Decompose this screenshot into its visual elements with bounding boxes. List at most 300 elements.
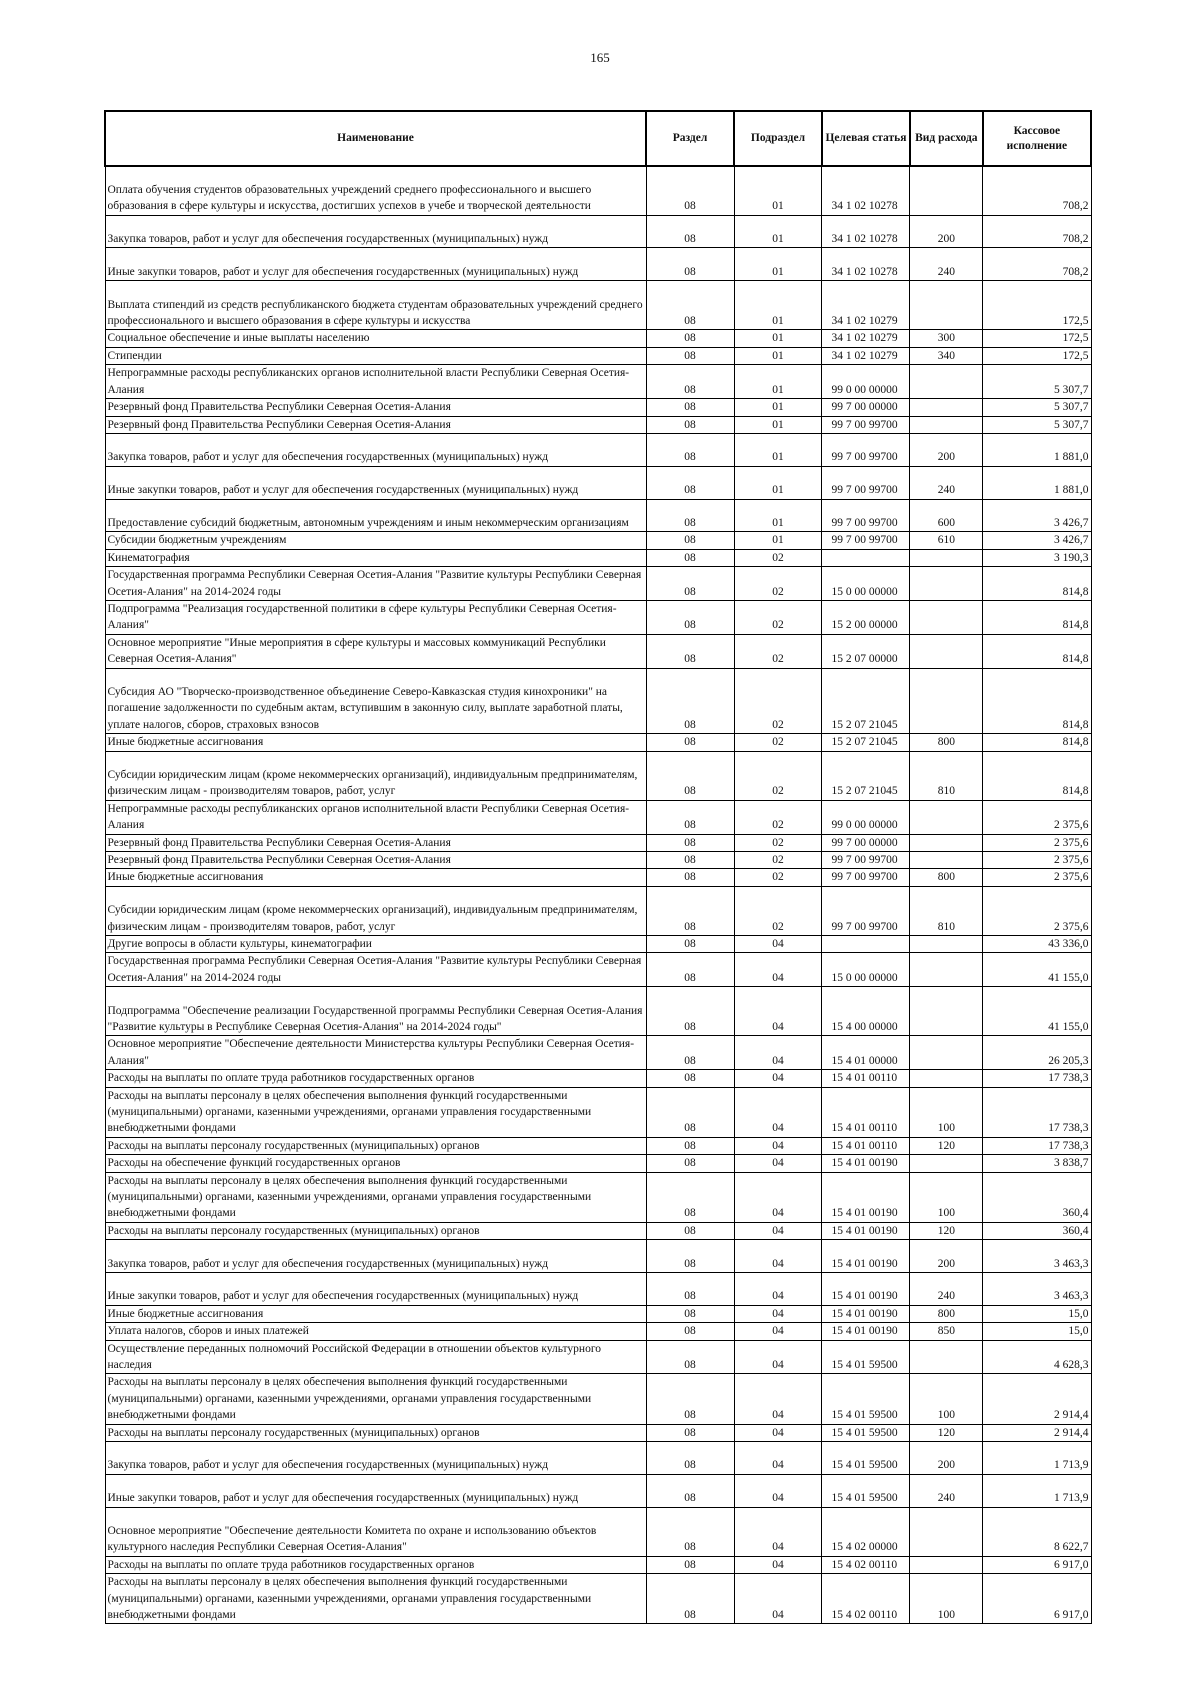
row-subsection: 04 <box>734 1036 822 1070</box>
row-name: Иные закупки товаров, работ и услуг для обеспечения государственных (муниципальных) нужд <box>105 1273 646 1306</box>
row-subsection: 02 <box>734 751 822 800</box>
row-target-article: 15 2 00 00000 <box>822 600 910 634</box>
row-cash-execution: 41 155,0 <box>983 987 1091 1036</box>
table-row <box>105 399 1091 416</box>
table-row <box>105 248 1091 281</box>
row-subsection: 01 <box>734 248 822 281</box>
table-row <box>105 668 1091 734</box>
row-cash-execution: 1 881,0 <box>983 466 1091 499</box>
row-name: Субсидии юридическим лицам (кроме некоммерческих организаций), индивидуальным предпринимателям, физическим лицам - производителям товаров, работ, услуг <box>105 751 646 800</box>
row-subsection: 02 <box>734 800 822 834</box>
table-row <box>105 166 1091 215</box>
table-row <box>105 953 1091 987</box>
row-cash-execution: 814,8 <box>983 634 1091 668</box>
row-expense-type: 600 <box>910 499 983 532</box>
row-target-article: 99 0 00 00000 <box>822 800 910 834</box>
row-expense-type: 200 <box>910 433 983 466</box>
row-target-article: 15 4 01 00190 <box>822 1172 910 1222</box>
row-cash-execution: 15,0 <box>983 1305 1091 1322</box>
row-expense-type: 850 <box>910 1323 983 1340</box>
row-subsection: 01 <box>734 166 822 215</box>
row-name: Закупка товаров, работ и услуг для обеспечения государственных (муниципальных) нужд <box>105 1240 646 1273</box>
row-section: 08 <box>646 953 734 987</box>
row-subsection: 04 <box>734 1305 822 1322</box>
row-expense-type: 810 <box>910 886 983 935</box>
table-row <box>105 1305 1091 1322</box>
row-subsection: 04 <box>734 1340 822 1374</box>
table-row <box>105 1374 1091 1424</box>
row-expense-type <box>910 281 983 330</box>
row-cash-execution: 6 917,0 <box>983 1556 1091 1573</box>
row-expense-type: 240 <box>910 1273 983 1306</box>
row-cash-execution: 5 307,7 <box>983 416 1091 433</box>
row-cash-execution: 1 713,9 <box>983 1442 1091 1475</box>
row-section: 08 <box>646 499 734 532</box>
row-expense-type <box>910 1556 983 1573</box>
header-name: Наименование <box>105 111 646 166</box>
page-number: 165 <box>590 50 610 65</box>
row-expense-type: 100 <box>910 1087 983 1137</box>
row-section: 08 <box>646 600 734 634</box>
row-expense-type <box>910 935 983 952</box>
row-subsection: 04 <box>734 1172 822 1222</box>
row-subsection: 04 <box>734 987 822 1036</box>
row-subsection: 04 <box>734 1474 822 1507</box>
row-cash-execution: 708,2 <box>983 166 1091 215</box>
row-target-article: 15 4 01 00190 <box>822 1222 910 1239</box>
table-row <box>105 416 1091 433</box>
table-row <box>105 549 1091 566</box>
table-row <box>105 347 1091 364</box>
row-expense-type: 610 <box>910 532 983 549</box>
row-cash-execution: 708,2 <box>983 248 1091 281</box>
row-subsection: 01 <box>734 416 822 433</box>
row-section: 08 <box>646 634 734 668</box>
table-row <box>105 1507 1091 1556</box>
row-target-article: 15 4 02 00110 <box>822 1556 910 1573</box>
row-target-article: 34 1 02 10278 <box>822 215 910 248</box>
row-expense-type <box>910 365 983 399</box>
row-subsection: 02 <box>734 567 822 601</box>
row-target-article: 15 4 01 00190 <box>822 1273 910 1306</box>
row-name: Резервный фонд Правительства Республики Северная Осетия-Алания <box>105 416 646 433</box>
row-target-article: 15 4 01 00190 <box>822 1323 910 1340</box>
row-cash-execution: 3 426,7 <box>983 532 1091 549</box>
row-cash-execution: 172,5 <box>983 330 1091 347</box>
table-row <box>105 1442 1091 1475</box>
row-section: 08 <box>646 1222 734 1239</box>
row-subsection: 04 <box>734 935 822 952</box>
row-target-article: 99 7 00 99700 <box>822 433 910 466</box>
table-row <box>105 1273 1091 1306</box>
row-expense-type: 120 <box>910 1424 983 1441</box>
row-target-article: 99 7 00 99700 <box>822 499 910 532</box>
row-subsection: 02 <box>734 834 822 851</box>
row-expense-type: 120 <box>910 1137 983 1154</box>
row-cash-execution: 1 881,0 <box>983 433 1091 466</box>
row-subsection: 04 <box>734 1273 822 1306</box>
row-name: Другие вопросы в области культуры, кинематографии <box>105 935 646 952</box>
row-subsection: 01 <box>734 433 822 466</box>
table-row <box>105 215 1091 248</box>
table-row <box>105 330 1091 347</box>
row-name: Субсидии бюджетным учреждениям <box>105 532 646 549</box>
row-expense-type <box>910 1070 983 1087</box>
row-expense-type: 200 <box>910 1240 983 1273</box>
row-section: 08 <box>646 215 734 248</box>
table-row <box>105 567 1091 601</box>
row-subsection: 01 <box>734 347 822 364</box>
table-row <box>105 1137 1091 1154</box>
table-row <box>105 1556 1091 1573</box>
row-expense-type: 100 <box>910 1172 983 1222</box>
row-expense-type: 800 <box>910 869 983 886</box>
row-subsection: 04 <box>734 1222 822 1239</box>
row-name: Иные бюджетные ассигнования <box>105 734 646 751</box>
row-name: Закупка товаров, работ и услуг для обеспечения государственных (муниципальных) нужд <box>105 215 646 248</box>
row-target-article: 15 2 07 21045 <box>822 668 910 734</box>
row-target-article: 34 1 02 10279 <box>822 281 910 330</box>
row-target-article: 15 4 02 00000 <box>822 1507 910 1556</box>
row-target-article <box>822 935 910 952</box>
table-row <box>105 1474 1091 1507</box>
row-cash-execution: 6 917,0 <box>983 1574 1091 1624</box>
row-section: 08 <box>646 1070 734 1087</box>
row-cash-execution: 3 463,3 <box>983 1273 1091 1306</box>
row-subsection: 02 <box>734 886 822 935</box>
row-target-article: 99 7 00 99700 <box>822 886 910 935</box>
row-target-article: 15 4 01 00110 <box>822 1137 910 1154</box>
header-target-article: Целевая статья <box>822 111 910 166</box>
row-expense-type: 240 <box>910 466 983 499</box>
row-cash-execution: 3 838,7 <box>983 1155 1091 1172</box>
row-subsection: 02 <box>734 549 822 566</box>
row-name: Иные закупки товаров, работ и услуг для обеспечения государственных (муниципальных) нужд <box>105 466 646 499</box>
table-row <box>105 365 1091 399</box>
row-section: 08 <box>646 416 734 433</box>
row-expense-type <box>910 600 983 634</box>
row-cash-execution: 17 738,3 <box>983 1137 1091 1154</box>
row-subsection: 02 <box>734 634 822 668</box>
table-row <box>105 634 1091 668</box>
row-cash-execution: 41 155,0 <box>983 953 1091 987</box>
row-target-article: 99 7 00 99700 <box>822 416 910 433</box>
row-name: Осуществление переданных полномочий Российской Федерации в отношении объектов культурного наследия <box>105 1340 646 1374</box>
row-target-article <box>822 549 910 566</box>
row-expense-type <box>910 399 983 416</box>
row-target-article: 99 7 00 99700 <box>822 869 910 886</box>
row-section: 08 <box>646 1424 734 1441</box>
row-section: 08 <box>646 1556 734 1573</box>
row-subsection: 04 <box>734 1424 822 1441</box>
table-row <box>105 433 1091 466</box>
row-name: Расходы на выплаты персоналу в целях обеспечения выполнения функций государственными (муниципальными) органами, казенными учреждениями, органами управления государственными внебюджетными фондами <box>105 1087 646 1137</box>
row-name: Расходы на выплаты персоналу в целях обеспечения выполнения функций государственными (муниципальными) органами, казенными учреждениями, органами управления государственными внебюджетными фондами <box>105 1574 646 1624</box>
row-expense-type <box>910 987 983 1036</box>
row-name: Непрограммные расходы республиканских органов исполнительной власти Республики Северная Осетия-Алания <box>105 365 646 399</box>
row-section: 08 <box>646 347 734 364</box>
table-row <box>105 1222 1091 1239</box>
row-name: Иные закупки товаров, работ и услуг для обеспечения государственных (муниципальных) нужд <box>105 1474 646 1507</box>
row-subsection: 01 <box>734 399 822 416</box>
table-row <box>105 834 1091 851</box>
header-section: Раздел <box>646 111 734 166</box>
table-row <box>105 800 1091 834</box>
row-section: 08 <box>646 851 734 868</box>
row-cash-execution: 360,4 <box>983 1172 1091 1222</box>
row-target-article: 34 1 02 10279 <box>822 330 910 347</box>
row-subsection: 04 <box>734 953 822 987</box>
row-expense-type <box>910 1340 983 1374</box>
row-name: Предоставление субсидий бюджетным, автономным учреждениям и иным некоммерческим организациям <box>105 499 646 532</box>
row-section: 08 <box>646 1273 734 1306</box>
row-cash-execution: 814,8 <box>983 600 1091 634</box>
row-cash-execution: 2 375,6 <box>983 800 1091 834</box>
row-name: Субсидия АО "Творческо-производственное объединение Северо-Кавказская студия кинохроники" на погашение задолженности по судебным актам, вступившим в законную силу, выплате заработной платы, уплате налогов, сборов, страховых взносов <box>105 668 646 734</box>
header-cash-execution: Кассовое исполнение <box>983 111 1091 166</box>
row-expense-type: 300 <box>910 330 983 347</box>
row-expense-type: 120 <box>910 1222 983 1239</box>
row-section: 08 <box>646 734 734 751</box>
row-name: Закупка товаров, работ и услуг для обеспечения государственных (муниципальных) нужд <box>105 433 646 466</box>
row-target-article: 15 2 07 21045 <box>822 734 910 751</box>
row-cash-execution: 360,4 <box>983 1222 1091 1239</box>
table-header <box>105 111 1091 166</box>
table-row <box>105 1323 1091 1340</box>
row-subsection: 04 <box>734 1070 822 1087</box>
row-section: 08 <box>646 1172 734 1222</box>
table-row <box>105 466 1091 499</box>
row-section: 08 <box>646 1323 734 1340</box>
row-name: Расходы на выплаты персоналу в целях обеспечения выполнения функций государственными (муниципальными) органами, казенными учреждениями, органами управления государственными внебюджетными фондами <box>105 1172 646 1222</box>
row-cash-execution: 2 375,6 <box>983 834 1091 851</box>
row-cash-execution: 814,8 <box>983 567 1091 601</box>
row-section: 08 <box>646 1305 734 1322</box>
table-row <box>105 869 1091 886</box>
row-target-article: 15 4 01 59500 <box>822 1340 910 1374</box>
row-section: 08 <box>646 1574 734 1624</box>
row-target-article: 15 4 01 00190 <box>822 1155 910 1172</box>
row-section: 08 <box>646 1374 734 1424</box>
row-target-article: 15 4 01 59500 <box>822 1374 910 1424</box>
row-cash-execution: 814,8 <box>983 734 1091 751</box>
row-subsection: 01 <box>734 215 822 248</box>
row-section: 08 <box>646 1442 734 1475</box>
table-row <box>105 1574 1091 1624</box>
header-expense-type: Вид расхода <box>910 111 983 166</box>
row-subsection: 04 <box>734 1155 822 1172</box>
row-subsection: 04 <box>734 1137 822 1154</box>
row-name: Субсидии юридическим лицам (кроме некоммерческих организаций), индивидуальным предпринимателям, физическим лицам - производителям товаров, работ, услуг <box>105 886 646 935</box>
row-name: Иные бюджетные ассигнования <box>105 869 646 886</box>
row-expense-type <box>910 416 983 433</box>
row-subsection: 01 <box>734 499 822 532</box>
table-row <box>105 751 1091 800</box>
row-expense-type: 200 <box>910 215 983 248</box>
row-section: 08 <box>646 987 734 1036</box>
table-row <box>105 281 1091 330</box>
row-section: 08 <box>646 1507 734 1556</box>
row-name: Расходы на выплаты персоналу государственных (муниципальных) органов <box>105 1137 646 1154</box>
row-section: 08 <box>646 834 734 851</box>
row-cash-execution: 5 307,7 <box>983 399 1091 416</box>
row-expense-type: 800 <box>910 1305 983 1322</box>
row-expense-type: 240 <box>910 248 983 281</box>
row-section: 08 <box>646 166 734 215</box>
row-name: Иные закупки товаров, работ и услуг для обеспечения государственных (муниципальных) нужд <box>105 248 646 281</box>
row-name: Подпрограмма "Реализация государственной политики в сфере культуры Республики Северная Осетия-Алания" <box>105 600 646 634</box>
table-row <box>105 1172 1091 1222</box>
row-section: 08 <box>646 668 734 734</box>
row-target-article: 34 1 02 10278 <box>822 248 910 281</box>
row-section: 08 <box>646 281 734 330</box>
row-section: 08 <box>646 1240 734 1273</box>
row-section: 08 <box>646 1087 734 1137</box>
row-name: Кинематография <box>105 549 646 566</box>
row-target-article: 15 2 07 21045 <box>822 751 910 800</box>
row-cash-execution: 5 307,7 <box>983 365 1091 399</box>
row-subsection: 02 <box>734 600 822 634</box>
row-section: 08 <box>646 466 734 499</box>
row-cash-execution: 17 738,3 <box>983 1070 1091 1087</box>
row-section: 08 <box>646 365 734 399</box>
budget-execution-table <box>104 110 1092 1624</box>
row-expense-type <box>910 800 983 834</box>
row-expense-type <box>910 668 983 734</box>
row-subsection: 01 <box>734 281 822 330</box>
row-target-article: 99 7 00 99700 <box>822 532 910 549</box>
row-section: 08 <box>646 886 734 935</box>
row-target-article: 15 4 01 00190 <box>822 1305 910 1322</box>
table-row <box>105 532 1091 549</box>
row-name: Резервный фонд Правительства Республики Северная Осетия-Алания <box>105 851 646 868</box>
row-subsection: 01 <box>734 532 822 549</box>
table-row <box>105 1087 1091 1137</box>
row-name: Подпрограмма "Обеспечение реализации Государственной программы Республики Северная Осетия-Алания "Развитие культуры в Республике Северная Осетия-Алания" на 2014-2024 годы" <box>105 987 646 1036</box>
row-target-article: 34 1 02 10278 <box>822 166 910 215</box>
row-cash-execution: 2 375,6 <box>983 851 1091 868</box>
row-name: Расходы на обеспечение функций государственных органов <box>105 1155 646 1172</box>
table-row <box>105 1155 1091 1172</box>
row-expense-type <box>910 851 983 868</box>
row-target-article: 15 4 01 59500 <box>822 1474 910 1507</box>
row-expense-type <box>910 166 983 215</box>
row-subsection: 04 <box>734 1507 822 1556</box>
row-section: 08 <box>646 751 734 800</box>
row-target-article: 34 1 02 10279 <box>822 347 910 364</box>
row-section: 08 <box>646 549 734 566</box>
row-section: 08 <box>646 1340 734 1374</box>
row-name: Резервный фонд Правительства Республики Северная Осетия-Алания <box>105 399 646 416</box>
row-expense-type <box>910 634 983 668</box>
row-name: Государственная программа Республики Северная Осетия-Алания "Развитие культуры Республики Северная Осетия-Алания" на 2014-2024 годы <box>105 953 646 987</box>
row-name: Иные бюджетные ассигнования <box>105 1305 646 1322</box>
row-name: Стипендии <box>105 347 646 364</box>
row-section: 08 <box>646 532 734 549</box>
row-section: 08 <box>646 869 734 886</box>
table-row <box>105 851 1091 868</box>
table-row <box>105 886 1091 935</box>
row-expense-type <box>910 567 983 601</box>
row-name: Основное мероприятие "Иные мероприятия в сфере культуры и массовых коммуникаций Республики Северная Осетия-Алания" <box>105 634 646 668</box>
row-expense-type <box>910 1036 983 1070</box>
row-expense-type: 240 <box>910 1474 983 1507</box>
row-section: 08 <box>646 1474 734 1507</box>
row-subsection: 04 <box>734 1087 822 1137</box>
row-target-article: 15 4 00 00000 <box>822 987 910 1036</box>
row-subsection: 04 <box>734 1374 822 1424</box>
row-cash-execution: 43 336,0 <box>983 935 1091 952</box>
table-row <box>105 1424 1091 1441</box>
row-cash-execution: 3 463,3 <box>983 1240 1091 1273</box>
table-row <box>105 1036 1091 1070</box>
row-section: 08 <box>646 399 734 416</box>
table-row <box>105 499 1091 532</box>
row-cash-execution: 2 914,4 <box>983 1424 1091 1441</box>
row-cash-execution: 17 738,3 <box>983 1087 1091 1137</box>
row-name: Непрограммные расходы республиканских органов исполнительной власти Республики Северная Осетия-Алания <box>105 800 646 834</box>
row-cash-execution: 15,0 <box>983 1323 1091 1340</box>
row-name: Расходы на выплаты персоналу государственных (муниципальных) органов <box>105 1424 646 1441</box>
table-row <box>105 600 1091 634</box>
row-subsection: 04 <box>734 1556 822 1573</box>
row-target-article: 99 7 00 99700 <box>822 851 910 868</box>
row-target-article: 15 4 02 00110 <box>822 1574 910 1624</box>
row-name: Расходы на выплаты персоналу государственных (муниципальных) органов <box>105 1222 646 1239</box>
row-target-article: 99 0 00 00000 <box>822 365 910 399</box>
row-name: Социальное обеспечение и иные выплаты населению <box>105 330 646 347</box>
row-name: Расходы на выплаты по оплате труда работников государственных органов <box>105 1070 646 1087</box>
row-cash-execution: 172,5 <box>983 347 1091 364</box>
row-subsection: 04 <box>734 1240 822 1273</box>
row-target-article: 15 4 01 00110 <box>822 1087 910 1137</box>
row-cash-execution: 4 628,3 <box>983 1340 1091 1374</box>
row-name: Расходы на выплаты персоналу в целях обеспечения выполнения функций государственными (муниципальными) органами, казенными учреждениями, органами управления государственными внебюджетными фондами <box>105 1374 646 1424</box>
row-expense-type: 100 <box>910 1574 983 1624</box>
table-body <box>105 166 1091 1624</box>
table-row <box>105 987 1091 1036</box>
row-subsection: 01 <box>734 365 822 399</box>
row-name: Резервный фонд Правительства Республики Северная Осетия-Алания <box>105 834 646 851</box>
row-expense-type: 100 <box>910 1374 983 1424</box>
row-cash-execution: 708,2 <box>983 215 1091 248</box>
row-section: 08 <box>646 433 734 466</box>
row-name: Закупка товаров, работ и услуг для обеспечения государственных (муниципальных) нужд <box>105 1442 646 1475</box>
row-name: Уплата налогов, сборов и иных платежей <box>105 1323 646 1340</box>
row-target-article: 15 4 01 00110 <box>822 1070 910 1087</box>
row-subsection: 02 <box>734 668 822 734</box>
header-subsection: Подраздел <box>734 111 822 166</box>
row-cash-execution: 2 375,6 <box>983 886 1091 935</box>
row-section: 08 <box>646 1036 734 1070</box>
row-target-article: 15 4 01 00190 <box>822 1240 910 1273</box>
row-name: Оплата обучения студентов образовательных учреждений среднего профессионального и высшего образования в сфере культуры и искусства, достигших успехов в учебе и творческой деятельности <box>105 166 646 215</box>
row-name: Расходы на выплаты по оплате труда работников государственных органов <box>105 1556 646 1573</box>
row-cash-execution: 2 914,4 <box>983 1374 1091 1424</box>
row-target-article: 15 4 01 59500 <box>822 1442 910 1475</box>
row-section: 08 <box>646 1137 734 1154</box>
row-cash-execution: 8 622,7 <box>983 1507 1091 1556</box>
row-name: Основное мероприятие "Обеспечение деятельности Комитета по охране и использованию объектов культурного наследия Республики Северная Осетия-Алания" <box>105 1507 646 1556</box>
row-section: 08 <box>646 935 734 952</box>
row-subsection: 02 <box>734 851 822 868</box>
row-expense-type: 800 <box>910 734 983 751</box>
row-subsection: 01 <box>734 330 822 347</box>
row-section: 08 <box>646 248 734 281</box>
row-name: Государственная программа Республики Северная Осетия-Алания "Развитие культуры Республики Северная Осетия-Алания" на 2014-2024 годы <box>105 567 646 601</box>
row-cash-execution: 3 426,7 <box>983 499 1091 532</box>
row-subsection: 04 <box>734 1574 822 1624</box>
